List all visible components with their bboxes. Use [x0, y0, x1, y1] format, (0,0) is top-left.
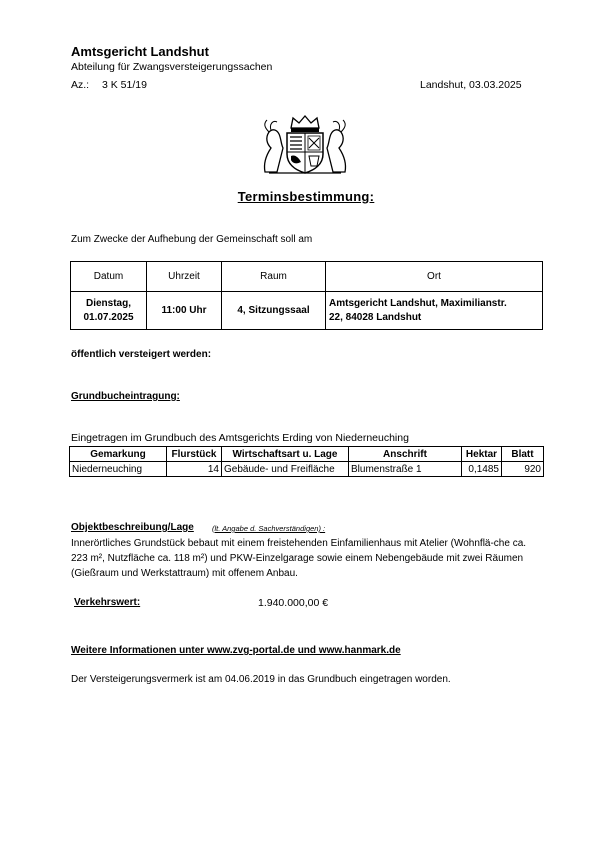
header-gemarkung: Gemarkung [70, 447, 167, 462]
more-info-link[interactable]: Weitere Informationen unter www.zvg-portal.de und www.hanmark.de [71, 645, 401, 656]
department: Abteilung für Zwangsversteigerungssachen [71, 61, 273, 73]
header-place: Ort [326, 262, 543, 292]
header-anschrift: Anschrift [349, 447, 462, 462]
appointment-time: 11:00 Uhr [147, 292, 222, 330]
cell-gemarkung: Niederneuching [70, 462, 167, 477]
cell-hektar: 0,1485 [462, 462, 502, 477]
cell-wirtschaftsart: Gebäude- und Freifläche [222, 462, 349, 477]
land-register-table [69, 446, 544, 477]
cell-flurstueck: 14 [167, 462, 222, 477]
case-number-label: Az.: [71, 79, 90, 91]
appointment-table [70, 261, 543, 330]
header-blatt: Blatt [502, 447, 544, 462]
header-flurstueck: Flurstück [167, 447, 222, 462]
market-value: 1.940.000,00 € [258, 597, 329, 609]
table-row [70, 462, 544, 477]
market-value-label: Verkehrswert: [74, 597, 141, 608]
land-register-text: Eingetragen im Grundbuch des Amtsgerichts Erding von Niederneuching [71, 432, 409, 444]
cell-blatt: 920 [502, 462, 544, 477]
auction-statement: öffentlich versteigert werden: [71, 349, 212, 360]
land-register-heading: Grundbucheintragung: [71, 391, 180, 402]
object-description-note: (lt. Angabe d. Sachverständigen) : [212, 524, 326, 533]
header-date: Datum [71, 262, 147, 292]
header-hektar: Hektar [462, 447, 502, 462]
document-title: Terminsbestimmung: [237, 189, 375, 204]
cell-anschrift: Blumenstraße 1 [349, 462, 462, 477]
appointment-date: Dienstag, 01.07.2025 [71, 292, 147, 330]
bavarian-coat-of-arms-icon [259, 114, 351, 176]
appointment-room: 4, Sitzungssaal [222, 292, 326, 330]
case-number: 3 K 51/19 [102, 79, 147, 91]
object-description-text: Innerörtliches Grundstück bebaut mit einem freistehenden Einfamilienhaus mit Atelier (Wohnflä-che ca. 223 m², Nutzfläche ca. 118 m²) und PKW-Einzelgarage sowie einem Nebengebäude mit zwei Räumen (Gießraum und Werkstattraum) mit offenem Anbau. [71, 538, 527, 579]
appointment-place: Amtsgericht Landshut, Maximilianstr. 22, 84028 Landshut [326, 292, 543, 330]
header-time: Uhrzeit [147, 262, 222, 292]
intro-text: Zum Zwecke der Aufhebung der Gemeinschaft soll am [71, 234, 313, 245]
header-room: Raum [222, 262, 326, 292]
register-note: Der Versteigerungsvermerk ist am 04.06.2019 in das Grundbuch eingetragen worden. [71, 674, 451, 685]
object-description-heading: Objektbeschreibung/Lage [71, 522, 194, 533]
table-header-row [70, 447, 544, 462]
court-name: Amtsgericht Landshut [71, 44, 209, 59]
header-wirtschaftsart: Wirtschaftsart u. Lage [222, 447, 349, 462]
place-date: Landshut, 03.03.2025 [420, 79, 522, 91]
table-row [71, 292, 543, 330]
table-header-row [71, 262, 543, 292]
